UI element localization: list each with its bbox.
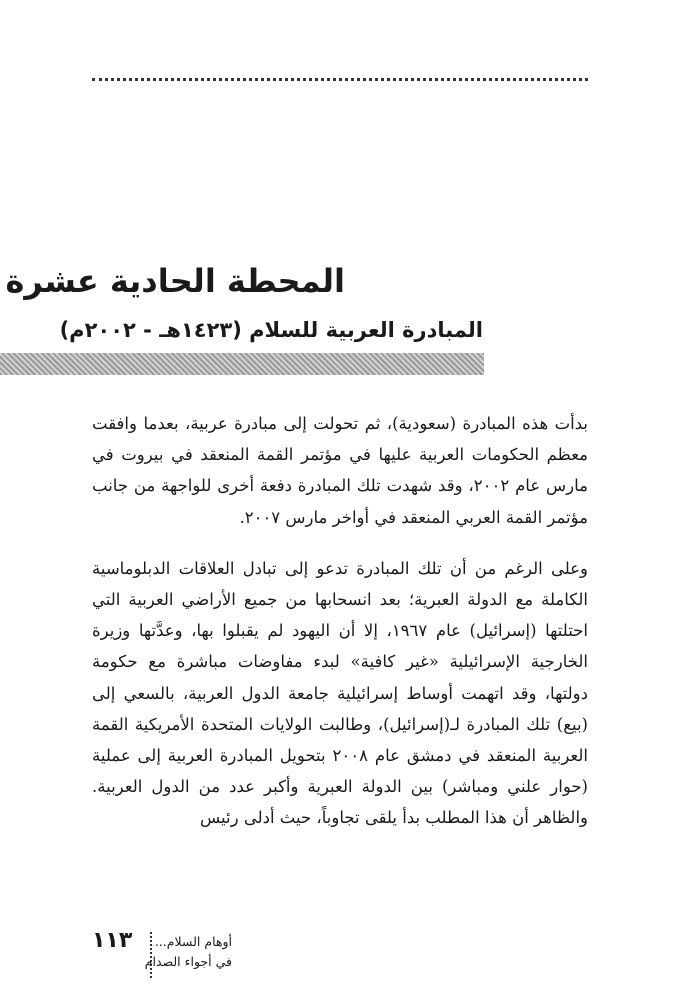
chapter-title: المحطة الحادية عشرة	[5, 262, 345, 300]
chapter-subtitle: المبادرة العربية للسلام (١٤٢٣هـ - ٢٠٠٢م)	[59, 318, 483, 342]
book-title-line-2: في أجواء الصدام	[144, 954, 232, 969]
page-footer	[92, 928, 232, 982]
paragraph-2: وعلى الرغم من أن تلك المبادرة تدعو إلى تبادل العلاقات الدبلوماسية الكاملة مع الدولة العبرية؛ بعد انسحابها من جميع الأراضي العربية التي احتلتها (إسرائيل) عام ١٩٦٧، إلا أن اليهود لم يقبلوا بها، وعدَّتها وزيرة الخارجية الإسرائيلية «غير كافية» لبدء مفاوضات مباشرة مع حكومة دولتها، وقد اتهمت أوساط إسرائيلية جامعة الدول العربية، بالسعي إلى (بيع) تلك المبادرة لـ(إسرائيل)، وطالبت الولايات المتحدة الأمريكية القمة العربية المنعقد في دمشق عام ٢٠٠٨ بتحويل المبادرة العربية إلى عملية (حوار علني ومباشر) بين الدولة العبرية وأكبر عدد من الدول العربية. والظاهر أن هذا المطلب بدأ يلقى تجاوباً، حيث أدلى رئيس	[92, 558, 589, 828]
top-dotted-rule	[92, 78, 588, 81]
book-title-line-1: أوهام السلام...	[154, 934, 232, 949]
running-book-title	[144, 932, 232, 972]
shaded-separator-bar	[0, 353, 484, 375]
paragraph-1: بدأت هذه المبادرة (سعودية)، ثم تحولت إلى مبادرة عربية، بعدما وافقت معظم الحكومات العربية عليها في مؤتمر القمة المنعقد في بيروت في مارس عام ٢٠٠٢، وقد شهدت تلك المبادرة دفعة أخرى للواجهة من جانب مؤتمر القمة العربي المنعقد في أواخر مارس ٢٠٠٧.	[92, 414, 588, 527]
page-number: ١١٣	[92, 928, 133, 953]
body-text	[92, 408, 588, 834]
